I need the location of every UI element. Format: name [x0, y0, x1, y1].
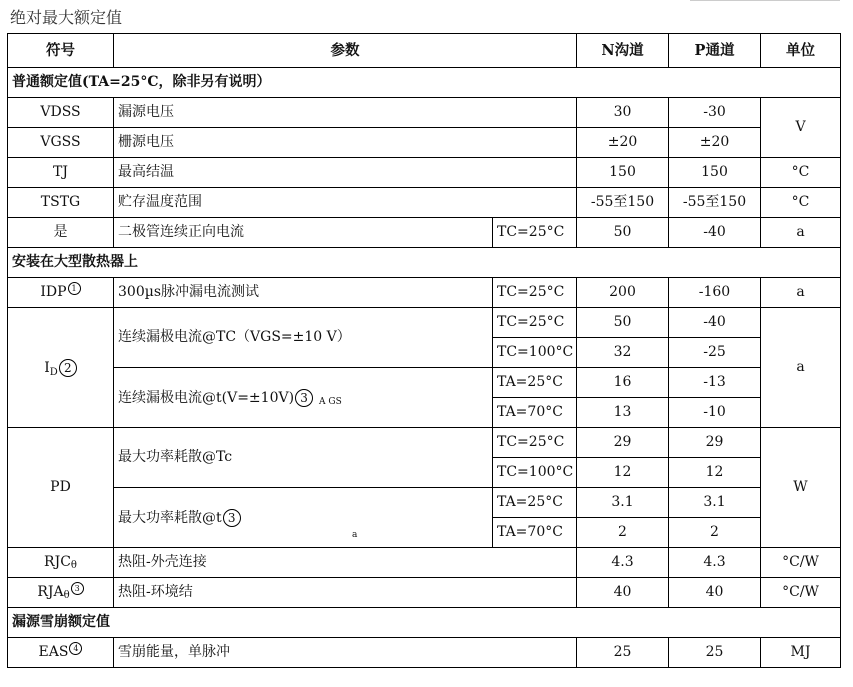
- unit-cell: a: [761, 218, 841, 248]
- table-row: [8, 368, 841, 398]
- symbol-subscript: θ: [63, 590, 70, 601]
- symbol-cell: PD: [8, 428, 114, 548]
- n-value: 2: [577, 518, 669, 548]
- condition-cell: TC=25°C: [493, 278, 577, 308]
- symbol-cell: TSTG: [8, 188, 114, 218]
- header-unit: 单位: [761, 34, 841, 68]
- n-value: 29: [577, 428, 669, 458]
- symbol-cell: 是: [8, 218, 114, 248]
- table-row: [8, 188, 841, 218]
- table-row: [8, 128, 841, 158]
- table-row: [8, 158, 841, 188]
- condition-cell: TA=25°C: [493, 368, 577, 398]
- param-cell: 热阻-外壳连接: [114, 548, 577, 578]
- p-value: 29: [669, 428, 761, 458]
- param-subscript: a: [352, 530, 358, 540]
- table-row: [8, 278, 841, 308]
- unit-cell: MJ: [761, 638, 841, 668]
- table-row: [8, 578, 841, 608]
- symbol-cell: TJ: [8, 158, 114, 188]
- ratings-table: [7, 33, 841, 668]
- unit-cell: °C: [761, 188, 841, 218]
- symbol-subscript: D: [49, 366, 58, 378]
- section-row: [8, 608, 841, 638]
- unit-cell: V: [761, 98, 841, 158]
- param-cell: 漏源电压: [114, 98, 577, 128]
- section-heatsink: 安装在大型散热器上: [8, 248, 841, 278]
- table-row: [8, 638, 841, 668]
- section-general: 普通额定值(TA=25°C，除非另有说明）: [8, 68, 841, 98]
- param-cell: 栅源电压: [114, 128, 577, 158]
- p-value: -40: [669, 218, 761, 248]
- p-value: ±20: [669, 128, 761, 158]
- table-row: [8, 548, 841, 578]
- footnote-marker: 3: [71, 582, 84, 595]
- n-value: 4.3: [577, 548, 669, 578]
- param-cell: 贮存温度范围: [114, 188, 577, 218]
- n-value: ±20: [577, 128, 669, 158]
- condition-cell: TC=100°C: [493, 458, 577, 488]
- n-value: 13: [577, 398, 669, 428]
- table-header-row: [8, 34, 841, 68]
- symbol-text: EAS: [38, 644, 69, 660]
- param-cell: 连续漏极电流@TC（VGS=±10 V）: [114, 308, 493, 368]
- divider: [690, 0, 840, 1]
- n-value: 3.1: [577, 488, 669, 518]
- section-row: [8, 248, 841, 278]
- param-cell: 二极管连续正向电流: [114, 218, 493, 248]
- p-value: -10: [669, 398, 761, 428]
- p-value: -25: [669, 338, 761, 368]
- param-cell: 最高结温: [114, 158, 577, 188]
- symbol-text: RJA: [37, 584, 64, 600]
- n-value: 50: [577, 308, 669, 338]
- header-p-channel: P通道: [669, 34, 761, 68]
- p-value: -160: [669, 278, 761, 308]
- unit-cell: a: [761, 278, 841, 308]
- condition-cell: TC=25°C: [493, 428, 577, 458]
- param-text: 最大功率耗散@t: [118, 509, 222, 526]
- table-row: [8, 308, 841, 338]
- header-n-channel: N沟道: [577, 34, 669, 68]
- symbol-text: I: [44, 359, 50, 376]
- param-subscript: A GS: [319, 396, 342, 407]
- param-cell: [114, 488, 493, 548]
- page-title: 绝对最大额定值: [10, 8, 123, 27]
- footnote-marker: 4: [69, 642, 82, 655]
- footnote-marker: 2: [59, 359, 77, 377]
- unit-cell: °C: [761, 158, 841, 188]
- table-row: [8, 98, 841, 128]
- p-value: 4.3: [669, 548, 761, 578]
- symbol-text: RJC: [44, 554, 71, 570]
- param-cell: 300µs脉冲漏电流测试: [114, 278, 493, 308]
- p-value: -13: [669, 368, 761, 398]
- symbol-cell: [8, 548, 114, 578]
- header-param: 参数: [114, 34, 577, 68]
- symbol-cell: [8, 308, 114, 428]
- n-value: 150: [577, 158, 669, 188]
- n-value: -55至150: [577, 188, 669, 218]
- unit-cell: °C/W: [761, 548, 841, 578]
- symbol-cell: VGSS: [8, 128, 114, 158]
- header-symbol: 符号: [8, 34, 114, 68]
- unit-cell: °C/W: [761, 578, 841, 608]
- p-value: 150: [669, 158, 761, 188]
- n-value: 25: [577, 638, 669, 668]
- table-row: [8, 428, 841, 458]
- param-cell: 雪崩能量，单脉冲: [114, 638, 577, 668]
- condition-cell: TC=25°C: [493, 218, 577, 248]
- symbol-subscript: θ: [70, 560, 77, 571]
- condition-cell: TC=25°C: [493, 308, 577, 338]
- footnote-marker: 1: [68, 282, 81, 295]
- table-row: [8, 488, 841, 518]
- condition-cell: TA=70°C: [493, 398, 577, 428]
- symbol-cell: [8, 278, 114, 308]
- unit-cell: a: [761, 308, 841, 428]
- p-value: 2: [669, 518, 761, 548]
- n-value: 30: [577, 98, 669, 128]
- p-value: 12: [669, 458, 761, 488]
- section-row: [8, 68, 841, 98]
- symbol-text: IDP: [40, 284, 67, 300]
- condition-cell: TA=25°C: [493, 488, 577, 518]
- p-value: 40: [669, 578, 761, 608]
- n-value: 32: [577, 338, 669, 368]
- p-value: -30: [669, 98, 761, 128]
- section-avalanche: 漏源雪崩额定值: [8, 608, 841, 638]
- param-text: 连续漏极电流@t(V=±10V): [118, 389, 295, 406]
- param-cell: [114, 368, 493, 428]
- p-value: -40: [669, 308, 761, 338]
- n-value: 12: [577, 458, 669, 488]
- n-value: 40: [577, 578, 669, 608]
- footnote-marker: 3: [223, 509, 241, 527]
- symbol-cell: [8, 638, 114, 668]
- condition-cell: TA=70°C: [493, 518, 577, 548]
- symbol-cell: VDSS: [8, 98, 114, 128]
- unit-cell: W: [761, 428, 841, 548]
- symbol-cell: [8, 578, 114, 608]
- param-cell: 最大功率耗散@Tc: [114, 428, 493, 488]
- param-cell: 热阻-环境结: [114, 578, 577, 608]
- table-row: [8, 218, 841, 248]
- condition-cell: TC=100°C: [493, 338, 577, 368]
- p-value: 3.1: [669, 488, 761, 518]
- p-value: 25: [669, 638, 761, 668]
- n-value: 200: [577, 278, 669, 308]
- p-value: -55至150: [669, 188, 761, 218]
- n-value: 16: [577, 368, 669, 398]
- n-value: 50: [577, 218, 669, 248]
- footnote-marker: 3: [295, 389, 313, 407]
